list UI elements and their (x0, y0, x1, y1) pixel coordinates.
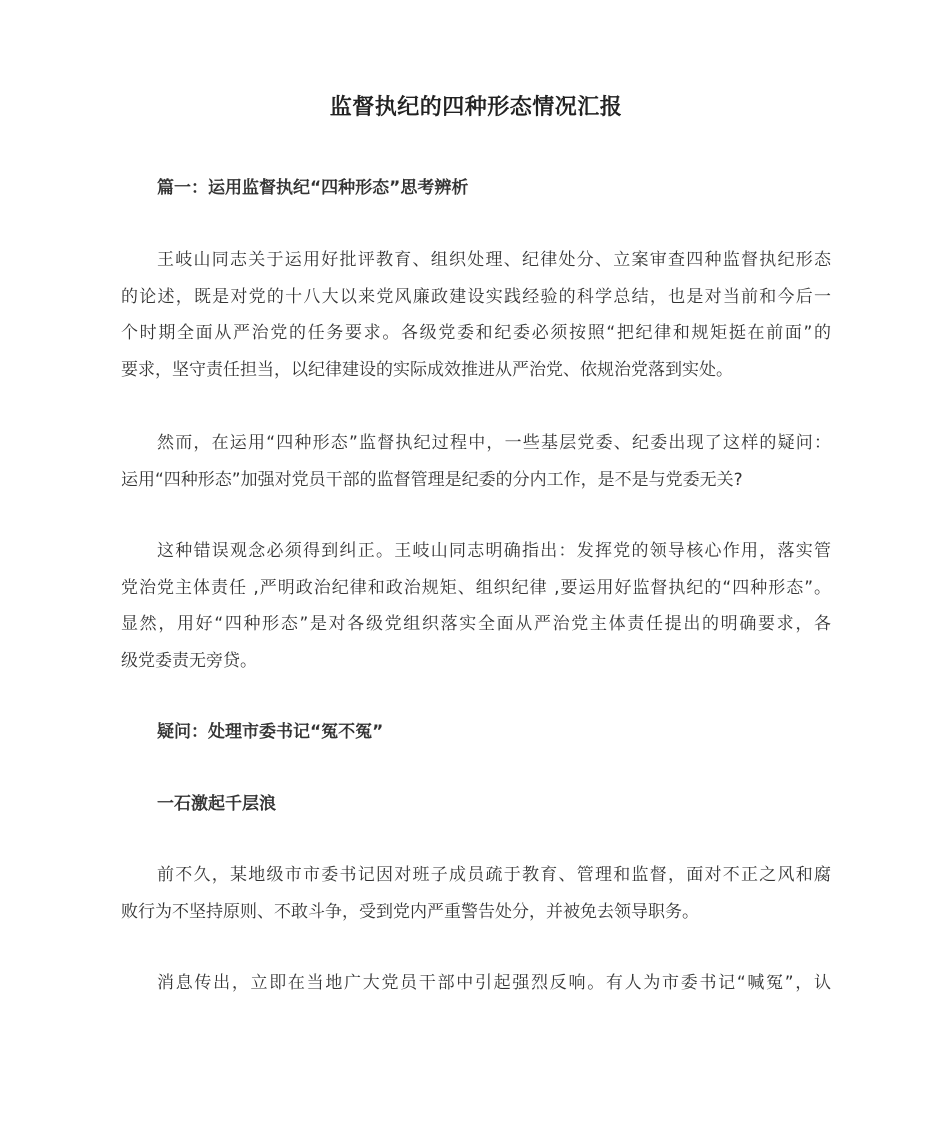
paragraph-5 (121, 965, 831, 1002)
paragraph-line: 显然，用好“四种形态”是对各级党组织落实全面从严治党主体责任提出的明确要求，各 (121, 614, 831, 634)
paragraph-line: 王岐山同志关于运用好批评教育、组织处理、纪律处分、立案审查四种监督执纪形态 (157, 250, 831, 270)
section-heading-2: 疑问：处理市委书记“冤不冤” (157, 722, 384, 742)
section-heading-3: 一石激起千层浪 (157, 794, 276, 814)
paragraph-line: 运用“四种形态”加强对党员干部的监督管理是纪委的分内工作，是不是与党委无关? (121, 469, 743, 490)
paragraph-line: 然而，在运用“四种形态”监督执纪过程中，一些基层党委、纪委出现了这样的疑问： (157, 433, 831, 453)
paragraph-line: 级党委责无旁贷。 (121, 650, 257, 671)
paragraph-1 (121, 242, 831, 388)
paragraph-2 (121, 425, 831, 498)
paragraph-4 (121, 857, 831, 930)
paragraph-line: 这种错误观念必须得到纠正。王岐山同志明确指出：发挥党的领导核心作用，落实管 (157, 541, 831, 561)
paragraph-line: 败行为不坚持原则、不敢斗争，受到党内严重警告处分，并被免去领导职务。 (121, 901, 699, 922)
paragraph-line: 消息传出，立即在当地广大党员干部中引起强烈反响。有人为市委书记“喊冤”，认 (157, 973, 831, 993)
section-heading-1: 篇一：运用监督执纪“四种形态”思考辨析 (157, 178, 469, 198)
paragraph-line: 要求，坚守责任担当，以纪律建设的实际成效推进从严治党、依规治党落到实处。 (121, 359, 733, 380)
paragraph-3 (121, 533, 831, 679)
paragraph-line: 党治党主体责任 ,严明政治纪律和政治规矩、组织纪律 ,要运用好监督执纪的“四种形态”。 (121, 577, 831, 598)
document-title: 监督执纪的四种形态情况汇报 (329, 95, 623, 120)
paragraph-line: 的论述，既是对党的十八大以来党风廉政建设实践经验的科学总结，也是对当前和今后一 (121, 286, 831, 307)
paragraph-line: 前不久，某地级市市委书记因对班子成员疏于教育、管理和监督，面对不正之风和腐 (157, 865, 831, 885)
paragraph-line: 个时期全面从严治党的任务要求。各级党委和纪委必须按照“把纪律和规矩挺在前面”的 (121, 323, 831, 343)
